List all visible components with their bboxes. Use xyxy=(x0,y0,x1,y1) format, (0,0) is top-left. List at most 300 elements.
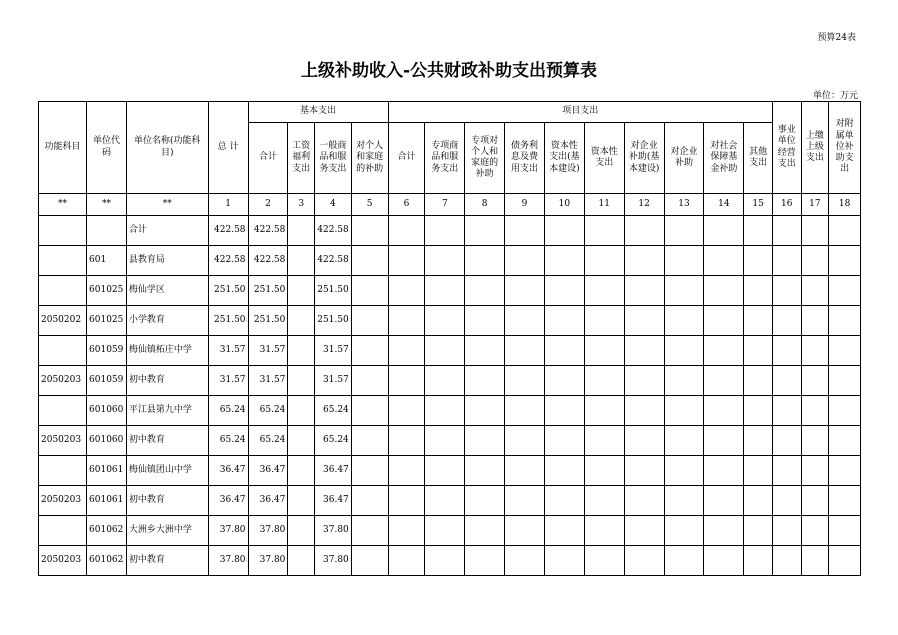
table-row xyxy=(39,246,861,276)
cell-total: 422.58 xyxy=(208,246,248,276)
cell-total: 251.50 xyxy=(208,306,248,336)
empty-cell xyxy=(624,366,664,396)
empty-cell xyxy=(388,276,425,306)
cell-salary xyxy=(288,426,315,456)
empty-cell xyxy=(624,306,664,336)
budget-table xyxy=(38,101,861,576)
empty-cell xyxy=(465,276,505,306)
empty-cell xyxy=(624,456,664,486)
empty-cell xyxy=(744,306,773,336)
cell-basic-total: 65.24 xyxy=(248,426,288,456)
empty-cell xyxy=(351,246,388,276)
empty-cell xyxy=(624,486,664,516)
cell-salary xyxy=(288,516,315,546)
header-basic-total: 合计 xyxy=(248,123,288,194)
empty-cell xyxy=(544,516,584,546)
cell-func xyxy=(39,276,87,306)
index-cell: 16 xyxy=(772,194,801,216)
header-project-debt: 债务利息及费用支出 xyxy=(505,123,545,194)
empty-cell xyxy=(425,216,465,246)
empty-cell xyxy=(744,276,773,306)
empty-cell xyxy=(505,516,545,546)
index-cell: 17 xyxy=(801,194,829,216)
cell-func: 2050202 xyxy=(39,306,87,336)
empty-cell xyxy=(704,366,744,396)
index-cell: 8 xyxy=(465,194,505,216)
cell-basic-total: 37.80 xyxy=(248,546,288,576)
empty-cell xyxy=(388,246,425,276)
empty-cell xyxy=(544,456,584,486)
header-project-enterprise: 对企业补助 xyxy=(664,123,704,194)
empty-cell xyxy=(584,366,624,396)
empty-cell xyxy=(801,516,829,546)
empty-cell xyxy=(388,216,425,246)
empty-cell xyxy=(744,246,773,276)
empty-cell xyxy=(829,216,861,246)
index-cell: 5 xyxy=(351,194,388,216)
cell-code: 601 xyxy=(87,246,127,276)
empty-cell xyxy=(505,216,545,246)
index-cell: 9 xyxy=(505,194,545,216)
index-cell: 3 xyxy=(288,194,315,216)
empty-cell xyxy=(801,366,829,396)
table-row xyxy=(39,366,861,396)
index-cell: 18 xyxy=(829,194,861,216)
empty-cell xyxy=(744,486,773,516)
header-project-capital: 资本性支出 xyxy=(584,123,624,194)
cell-func: 2050203 xyxy=(39,366,87,396)
index-cell: 4 xyxy=(314,194,351,216)
cell-name: 初中教育 xyxy=(126,546,208,576)
empty-cell xyxy=(624,396,664,426)
empty-cell xyxy=(624,336,664,366)
empty-cell xyxy=(544,306,584,336)
cell-goods: 37.80 xyxy=(314,546,351,576)
header-total: 总 计 xyxy=(208,102,248,194)
table-row xyxy=(39,456,861,486)
empty-cell xyxy=(388,516,425,546)
empty-cell xyxy=(744,546,773,576)
empty-cell xyxy=(465,336,505,366)
table-row xyxy=(39,216,861,246)
header-basic-personal: 对个人和家庭的补助 xyxy=(351,123,388,194)
cell-code: 601059 xyxy=(87,366,127,396)
empty-cell xyxy=(505,486,545,516)
header-basic: 基本支出 xyxy=(248,102,388,123)
empty-cell xyxy=(544,216,584,246)
header-basic-salary: 工资福利支出 xyxy=(288,123,315,194)
cell-total: 251.50 xyxy=(208,276,248,306)
empty-cell xyxy=(624,516,664,546)
empty-cell xyxy=(704,276,744,306)
header-project-enterprise-construction: 对企业补助(基本建设) xyxy=(624,123,664,194)
cell-goods: 422.58 xyxy=(314,216,351,246)
empty-cell xyxy=(425,546,465,576)
cell-basic-total: 36.47 xyxy=(248,486,288,516)
empty-cell xyxy=(584,486,624,516)
empty-cell xyxy=(772,216,801,246)
index-cell: 7 xyxy=(425,194,465,216)
empty-cell xyxy=(425,246,465,276)
cell-goods: 37.80 xyxy=(314,516,351,546)
cell-goods: 36.47 xyxy=(314,456,351,486)
cell-goods: 65.24 xyxy=(314,396,351,426)
empty-cell xyxy=(505,306,545,336)
cell-code: 601025 xyxy=(87,306,127,336)
empty-cell xyxy=(465,546,505,576)
header-project-social-security: 对社会保障基金补助 xyxy=(704,123,744,194)
table-row xyxy=(39,516,861,546)
empty-cell xyxy=(584,516,624,546)
header-enterprise: 事业单位经营支出 xyxy=(772,102,801,194)
cell-code: 601062 xyxy=(87,516,127,546)
empty-cell xyxy=(544,546,584,576)
empty-cell xyxy=(801,486,829,516)
cell-total: 37.80 xyxy=(208,516,248,546)
empty-cell xyxy=(801,426,829,456)
empty-cell xyxy=(772,426,801,456)
cell-code: 601062 xyxy=(87,546,127,576)
empty-cell xyxy=(544,426,584,456)
empty-cell xyxy=(829,456,861,486)
empty-cell xyxy=(351,366,388,396)
cell-basic-total: 31.57 xyxy=(248,336,288,366)
index-cell: ** xyxy=(126,194,208,216)
page-title: 上级补助收入-公共财政补助支出预算表 xyxy=(300,61,598,81)
cell-total: 65.24 xyxy=(208,426,248,456)
empty-cell xyxy=(388,486,425,516)
header-unit-code: 单位代码 xyxy=(87,102,127,194)
empty-cell xyxy=(801,456,829,486)
cell-total: 36.47 xyxy=(208,456,248,486)
empty-cell xyxy=(772,336,801,366)
header-basic-goods: 一般商品和服务支出 xyxy=(314,123,351,194)
cell-basic-total: 422.58 xyxy=(248,246,288,276)
empty-cell xyxy=(351,546,388,576)
empty-cell xyxy=(829,426,861,456)
cell-func: 2050203 xyxy=(39,426,87,456)
table-row xyxy=(39,546,861,576)
header-upper: 上缴上级支出 xyxy=(801,102,829,194)
header-project-personal: 专项对个人和家庭的补助 xyxy=(465,123,505,194)
empty-cell xyxy=(704,546,744,576)
index-cell: ** xyxy=(87,194,127,216)
cell-basic-total: 37.80 xyxy=(248,516,288,546)
cell-total: 37.80 xyxy=(208,546,248,576)
empty-cell xyxy=(425,456,465,486)
empty-cell xyxy=(744,336,773,366)
cell-func xyxy=(39,516,87,546)
cell-salary xyxy=(288,546,315,576)
empty-cell xyxy=(351,456,388,486)
empty-cell xyxy=(544,276,584,306)
index-row xyxy=(39,194,861,216)
cell-basic-total: 251.50 xyxy=(248,306,288,336)
cell-basic-total: 422.58 xyxy=(248,216,288,246)
empty-cell xyxy=(772,546,801,576)
cell-name: 小学教育 xyxy=(126,306,208,336)
cell-name: 大洲乡大洲中学 xyxy=(126,516,208,546)
empty-cell xyxy=(744,516,773,546)
empty-cell xyxy=(829,276,861,306)
cell-salary xyxy=(288,246,315,276)
empty-cell xyxy=(388,306,425,336)
cell-name: 初中教育 xyxy=(126,366,208,396)
cell-basic-total: 31.57 xyxy=(248,366,288,396)
empty-cell xyxy=(704,396,744,426)
header-project-goods: 专项商品和服务支出 xyxy=(425,123,465,194)
empty-cell xyxy=(584,216,624,246)
table-row xyxy=(39,336,861,366)
empty-cell xyxy=(425,486,465,516)
empty-cell xyxy=(664,396,704,426)
header-project: 项目支出 xyxy=(388,102,772,123)
empty-cell xyxy=(744,366,773,396)
cell-code: 601061 xyxy=(87,456,127,486)
cell-salary xyxy=(288,456,315,486)
cell-code: 601060 xyxy=(87,426,127,456)
cell-total: 422.58 xyxy=(208,216,248,246)
empty-cell xyxy=(505,426,545,456)
empty-cell xyxy=(624,426,664,456)
cell-goods: 422.58 xyxy=(314,246,351,276)
table-body xyxy=(39,216,861,576)
cell-name: 初中教育 xyxy=(126,426,208,456)
empty-cell xyxy=(704,216,744,246)
empty-cell xyxy=(351,336,388,366)
empty-cell xyxy=(544,336,584,366)
cell-func: 2050203 xyxy=(39,546,87,576)
empty-cell xyxy=(772,306,801,336)
empty-cell xyxy=(801,546,829,576)
cell-basic-total: 36.47 xyxy=(248,456,288,486)
table-row xyxy=(39,396,861,426)
empty-cell xyxy=(465,306,505,336)
cell-name: 初中教育 xyxy=(126,486,208,516)
empty-cell xyxy=(505,366,545,396)
cell-goods: 31.57 xyxy=(314,366,351,396)
empty-cell xyxy=(744,456,773,486)
empty-cell xyxy=(388,456,425,486)
empty-cell xyxy=(465,486,505,516)
empty-cell xyxy=(801,306,829,336)
empty-cell xyxy=(544,366,584,396)
empty-cell xyxy=(624,276,664,306)
empty-cell xyxy=(772,486,801,516)
empty-cell xyxy=(624,216,664,246)
index-cell: 1 xyxy=(208,194,248,216)
header-project-total: 合计 xyxy=(388,123,425,194)
cell-goods: 65.24 xyxy=(314,426,351,456)
empty-cell xyxy=(465,216,505,246)
empty-cell xyxy=(772,366,801,396)
cell-name: 县教育局 xyxy=(126,246,208,276)
empty-cell xyxy=(772,276,801,306)
header-project-other: 其他支出 xyxy=(744,123,773,194)
empty-cell xyxy=(664,426,704,456)
cell-total: 36.47 xyxy=(208,486,248,516)
header-func-code: 功能科目 xyxy=(39,102,87,194)
empty-cell xyxy=(351,426,388,456)
cell-basic-total: 251.50 xyxy=(248,276,288,306)
empty-cell xyxy=(744,216,773,246)
empty-cell xyxy=(664,456,704,486)
empty-cell xyxy=(351,216,388,246)
empty-cell xyxy=(425,276,465,306)
empty-cell xyxy=(704,456,744,486)
index-cell: 14 xyxy=(704,194,744,216)
empty-cell xyxy=(664,336,704,366)
cell-salary xyxy=(288,396,315,426)
cell-total: 31.57 xyxy=(208,336,248,366)
header-unit-name: 单位名称(功能科目) xyxy=(126,102,208,194)
empty-cell xyxy=(584,306,624,336)
cell-salary xyxy=(288,216,315,246)
cell-func: 2050203 xyxy=(39,486,87,516)
cell-goods: 251.50 xyxy=(314,276,351,306)
empty-cell xyxy=(664,306,704,336)
cell-total: 31.57 xyxy=(208,366,248,396)
cell-code xyxy=(87,216,127,246)
cell-func xyxy=(39,336,87,366)
empty-cell xyxy=(465,426,505,456)
empty-cell xyxy=(425,306,465,336)
empty-cell xyxy=(664,366,704,396)
empty-cell xyxy=(425,396,465,426)
empty-cell xyxy=(505,276,545,306)
cell-salary xyxy=(288,306,315,336)
header-affiliated: 对附属单位补助支出 xyxy=(829,102,861,194)
empty-cell xyxy=(772,516,801,546)
empty-cell xyxy=(664,516,704,546)
empty-cell xyxy=(704,336,744,366)
empty-cell xyxy=(704,246,744,276)
empty-cell xyxy=(801,246,829,276)
cell-func xyxy=(39,216,87,246)
empty-cell xyxy=(425,516,465,546)
cell-salary xyxy=(288,486,315,516)
cell-code: 601060 xyxy=(87,396,127,426)
empty-cell xyxy=(465,366,505,396)
empty-cell xyxy=(425,366,465,396)
cell-code: 601061 xyxy=(87,486,127,516)
empty-cell xyxy=(829,336,861,366)
empty-cell xyxy=(829,396,861,426)
table-row xyxy=(39,486,861,516)
empty-cell xyxy=(801,336,829,366)
empty-cell xyxy=(829,306,861,336)
index-cell: 12 xyxy=(624,194,664,216)
header-project-capital-construction: 资本性支出(基本建设) xyxy=(544,123,584,194)
index-cell: ** xyxy=(39,194,87,216)
empty-cell xyxy=(505,246,545,276)
cell-name: 梅仙镇柘庄中学 xyxy=(126,336,208,366)
cell-goods: 251.50 xyxy=(314,306,351,336)
empty-cell xyxy=(584,426,624,456)
empty-cell xyxy=(505,396,545,426)
empty-cell xyxy=(664,486,704,516)
page-label: 预算24表 xyxy=(817,33,856,43)
empty-cell xyxy=(351,306,388,336)
empty-cell xyxy=(829,516,861,546)
cell-salary xyxy=(288,366,315,396)
empty-cell xyxy=(829,246,861,276)
empty-cell xyxy=(704,306,744,336)
index-cell: 11 xyxy=(584,194,624,216)
empty-cell xyxy=(704,426,744,456)
cell-code: 601025 xyxy=(87,276,127,306)
empty-cell xyxy=(388,546,425,576)
empty-cell xyxy=(465,246,505,276)
empty-cell xyxy=(388,366,425,396)
index-cell: 15 xyxy=(744,194,773,216)
cell-name: 合计 xyxy=(126,216,208,246)
empty-cell xyxy=(544,246,584,276)
empty-cell xyxy=(584,546,624,576)
cell-goods: 31.57 xyxy=(314,336,351,366)
cell-func xyxy=(39,456,87,486)
table-row xyxy=(39,426,861,456)
unit-label: 单位：万元 xyxy=(812,91,858,101)
empty-cell xyxy=(544,486,584,516)
empty-cell xyxy=(584,276,624,306)
empty-cell xyxy=(465,456,505,486)
empty-cell xyxy=(505,456,545,486)
empty-cell xyxy=(704,486,744,516)
empty-cell xyxy=(388,396,425,426)
cell-name: 梅仙学区 xyxy=(126,276,208,306)
empty-cell xyxy=(624,546,664,576)
empty-cell xyxy=(351,276,388,306)
cell-total: 65.24 xyxy=(208,396,248,426)
empty-cell xyxy=(351,516,388,546)
empty-cell xyxy=(388,336,425,366)
empty-cell xyxy=(772,456,801,486)
index-cell: 10 xyxy=(544,194,584,216)
empty-cell xyxy=(465,516,505,546)
index-cell: 13 xyxy=(664,194,704,216)
empty-cell xyxy=(772,396,801,426)
cell-name: 平江县第九中学 xyxy=(126,396,208,426)
empty-cell xyxy=(624,246,664,276)
empty-cell xyxy=(664,216,704,246)
empty-cell xyxy=(584,246,624,276)
empty-cell xyxy=(388,426,425,456)
cell-func xyxy=(39,396,87,426)
empty-cell xyxy=(465,396,505,426)
empty-cell xyxy=(704,516,744,546)
table-row xyxy=(39,276,861,306)
table-row xyxy=(39,306,861,336)
empty-cell xyxy=(505,546,545,576)
empty-cell xyxy=(664,246,704,276)
empty-cell xyxy=(829,486,861,516)
cell-func xyxy=(39,246,87,276)
index-cell: 2 xyxy=(248,194,288,216)
empty-cell xyxy=(584,396,624,426)
empty-cell xyxy=(801,276,829,306)
empty-cell xyxy=(351,396,388,426)
empty-cell xyxy=(505,336,545,366)
empty-cell xyxy=(744,396,773,426)
empty-cell xyxy=(801,396,829,426)
empty-cell xyxy=(584,456,624,486)
cell-name: 梅仙镇团山中学 xyxy=(126,456,208,486)
cell-basic-total: 65.24 xyxy=(248,396,288,426)
empty-cell xyxy=(801,216,829,246)
empty-cell xyxy=(584,336,624,366)
empty-cell xyxy=(829,366,861,396)
